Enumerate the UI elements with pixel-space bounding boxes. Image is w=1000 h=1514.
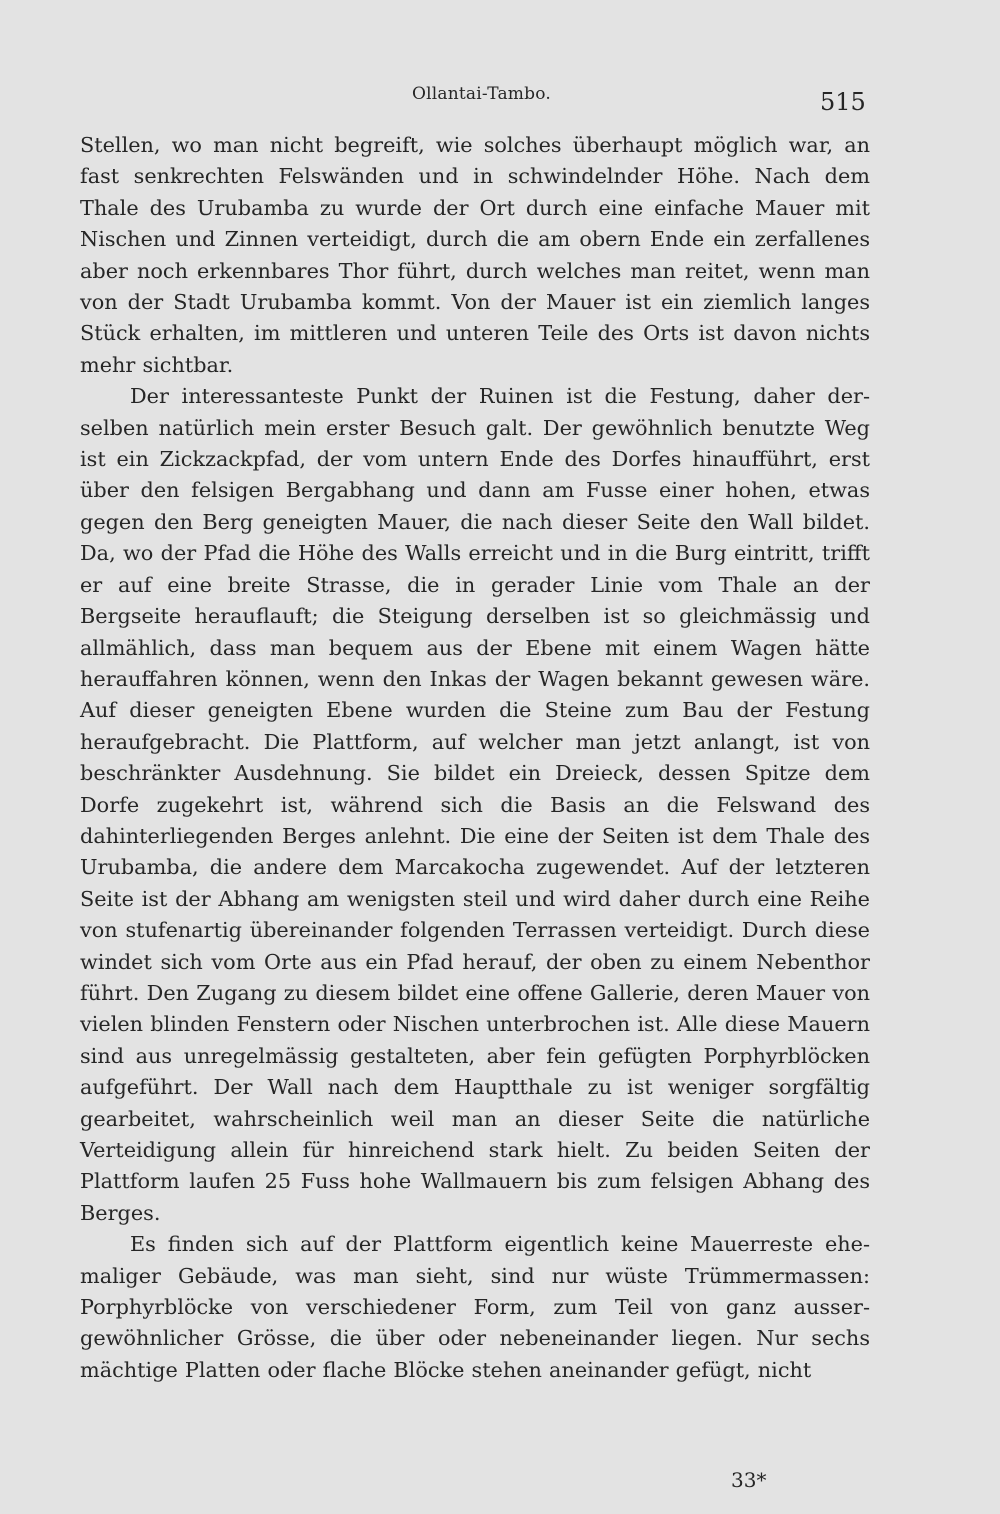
running-header [0,84,1000,114]
paragraph-continuation: Stellen, wo man nicht begreift, wie solches überhaupt möglich war, an fast senkrechten Felswänden und in schwindelnder Höhe. Nach dem Thale des Urubamba zu wurde der Ort durch eine einfache Mauer mit Nischen und Zinnen verteidigt, durch die am obern Ende ein zerfallenes aber noch erkennbares Thor führt, durch welches man reitet, wenn man von der Stadt Urubamba kommt. Von der Mauer ist ein ziemlich langes Stück erhalten, im mittleren und unteren Teile des Orts ist davon nichts mehr sichtbar. [80,133,870,377]
running-title: Ollantai-Tambo. [412,84,551,104]
signature-mark: 33* [731,1468,767,1492]
paragraph-platform: Es finden sich auf der Plattform eigentlich keine Mauerreste ehemaliger Gebäude, was man sieht, sind nur wüste Trümmermassen: Porphyrblöcke von verschiedener Form, zum Teil von ganz aussergewöhnlicher Grösse, die über oder nebeneinander liegen. Nur sechs mächtige Platten oder flache Blöcke stehen aneinander gefügt, nicht [80,1232,870,1382]
body-text [80,130,870,1386]
paragraph-fortress: Der interessanteste Punkt der Ruinen ist die Festung, daher derselben natürlich mein erster Besuch galt. Der gewöhnlich benutzte Weg ist ein Zickzackpfad, der vom untern Ende des Dorfes hinaufführt, erst über den felsigen Bergabhang und dann am Fusse einer hohen, etwas gegen den Berg geneigten Mauer, die nach dieser Seite den Wall bildet. Da, wo der Pfad die Höhe des Walls erreicht und in die Burg eintritt, trifft er auf eine breite Strasse, die in gerader Linie vom Thale an der Bergseite herauflauft; die Steigung derselben ist so gleichmässig und allmählich, dass man bequem aus der Ebene mit einem Wagen hätte herauffahren können, wenn den Inkas der Wagen bekannt gewesen wäre. Auf dieser geneigten Ebene wurden die Steine zum Bau der Festung heraufgebracht. Die Plattform, auf welcher man jetzt anlangt, ist von beschränkter Ausdehnung. Sie bildet ein Dreieck, dessen Spitze dem Dorfe zugekehrt ist, während sich die Basis an die Felswand des dahinterliegenden Berges anlehnt. Die eine der Seiten ist dem Thale des Urubamba, die andere dem Marcakocha zugewendet. Auf der letzteren Seite ist der Abhang am wenigsten steil und wird daher durch eine Reihe von stufenartig übereinander folgenden Terrassen verteidigt. Durch diese windet sich vom Orte aus ein Pfad herauf, der oben zu einem Nebenthor führt. Den Zugang zu diesem bildet eine offene Gallerie, deren Mauer von vielen blinden Fenstern oder Nischen unterbrochen ist. Alle diese Mauern sind aus unregelmässig gestalteten, aber fein gefügten Porphyrblöcken aufgeführt. Der Wall nach dem Hauptthale zu ist weniger sorgfältig gearbeitet, wahrscheinlich weil man an dieser Seite die natürliche Verteidigung allein für hinreichend stark hielt. Zu beiden Seiten der Plattform laufen 25 Fuss hohe Wallmauern bis zum felsigen Abhang des Berges. [80,384,870,1225]
page-number: 515 [820,88,866,116]
